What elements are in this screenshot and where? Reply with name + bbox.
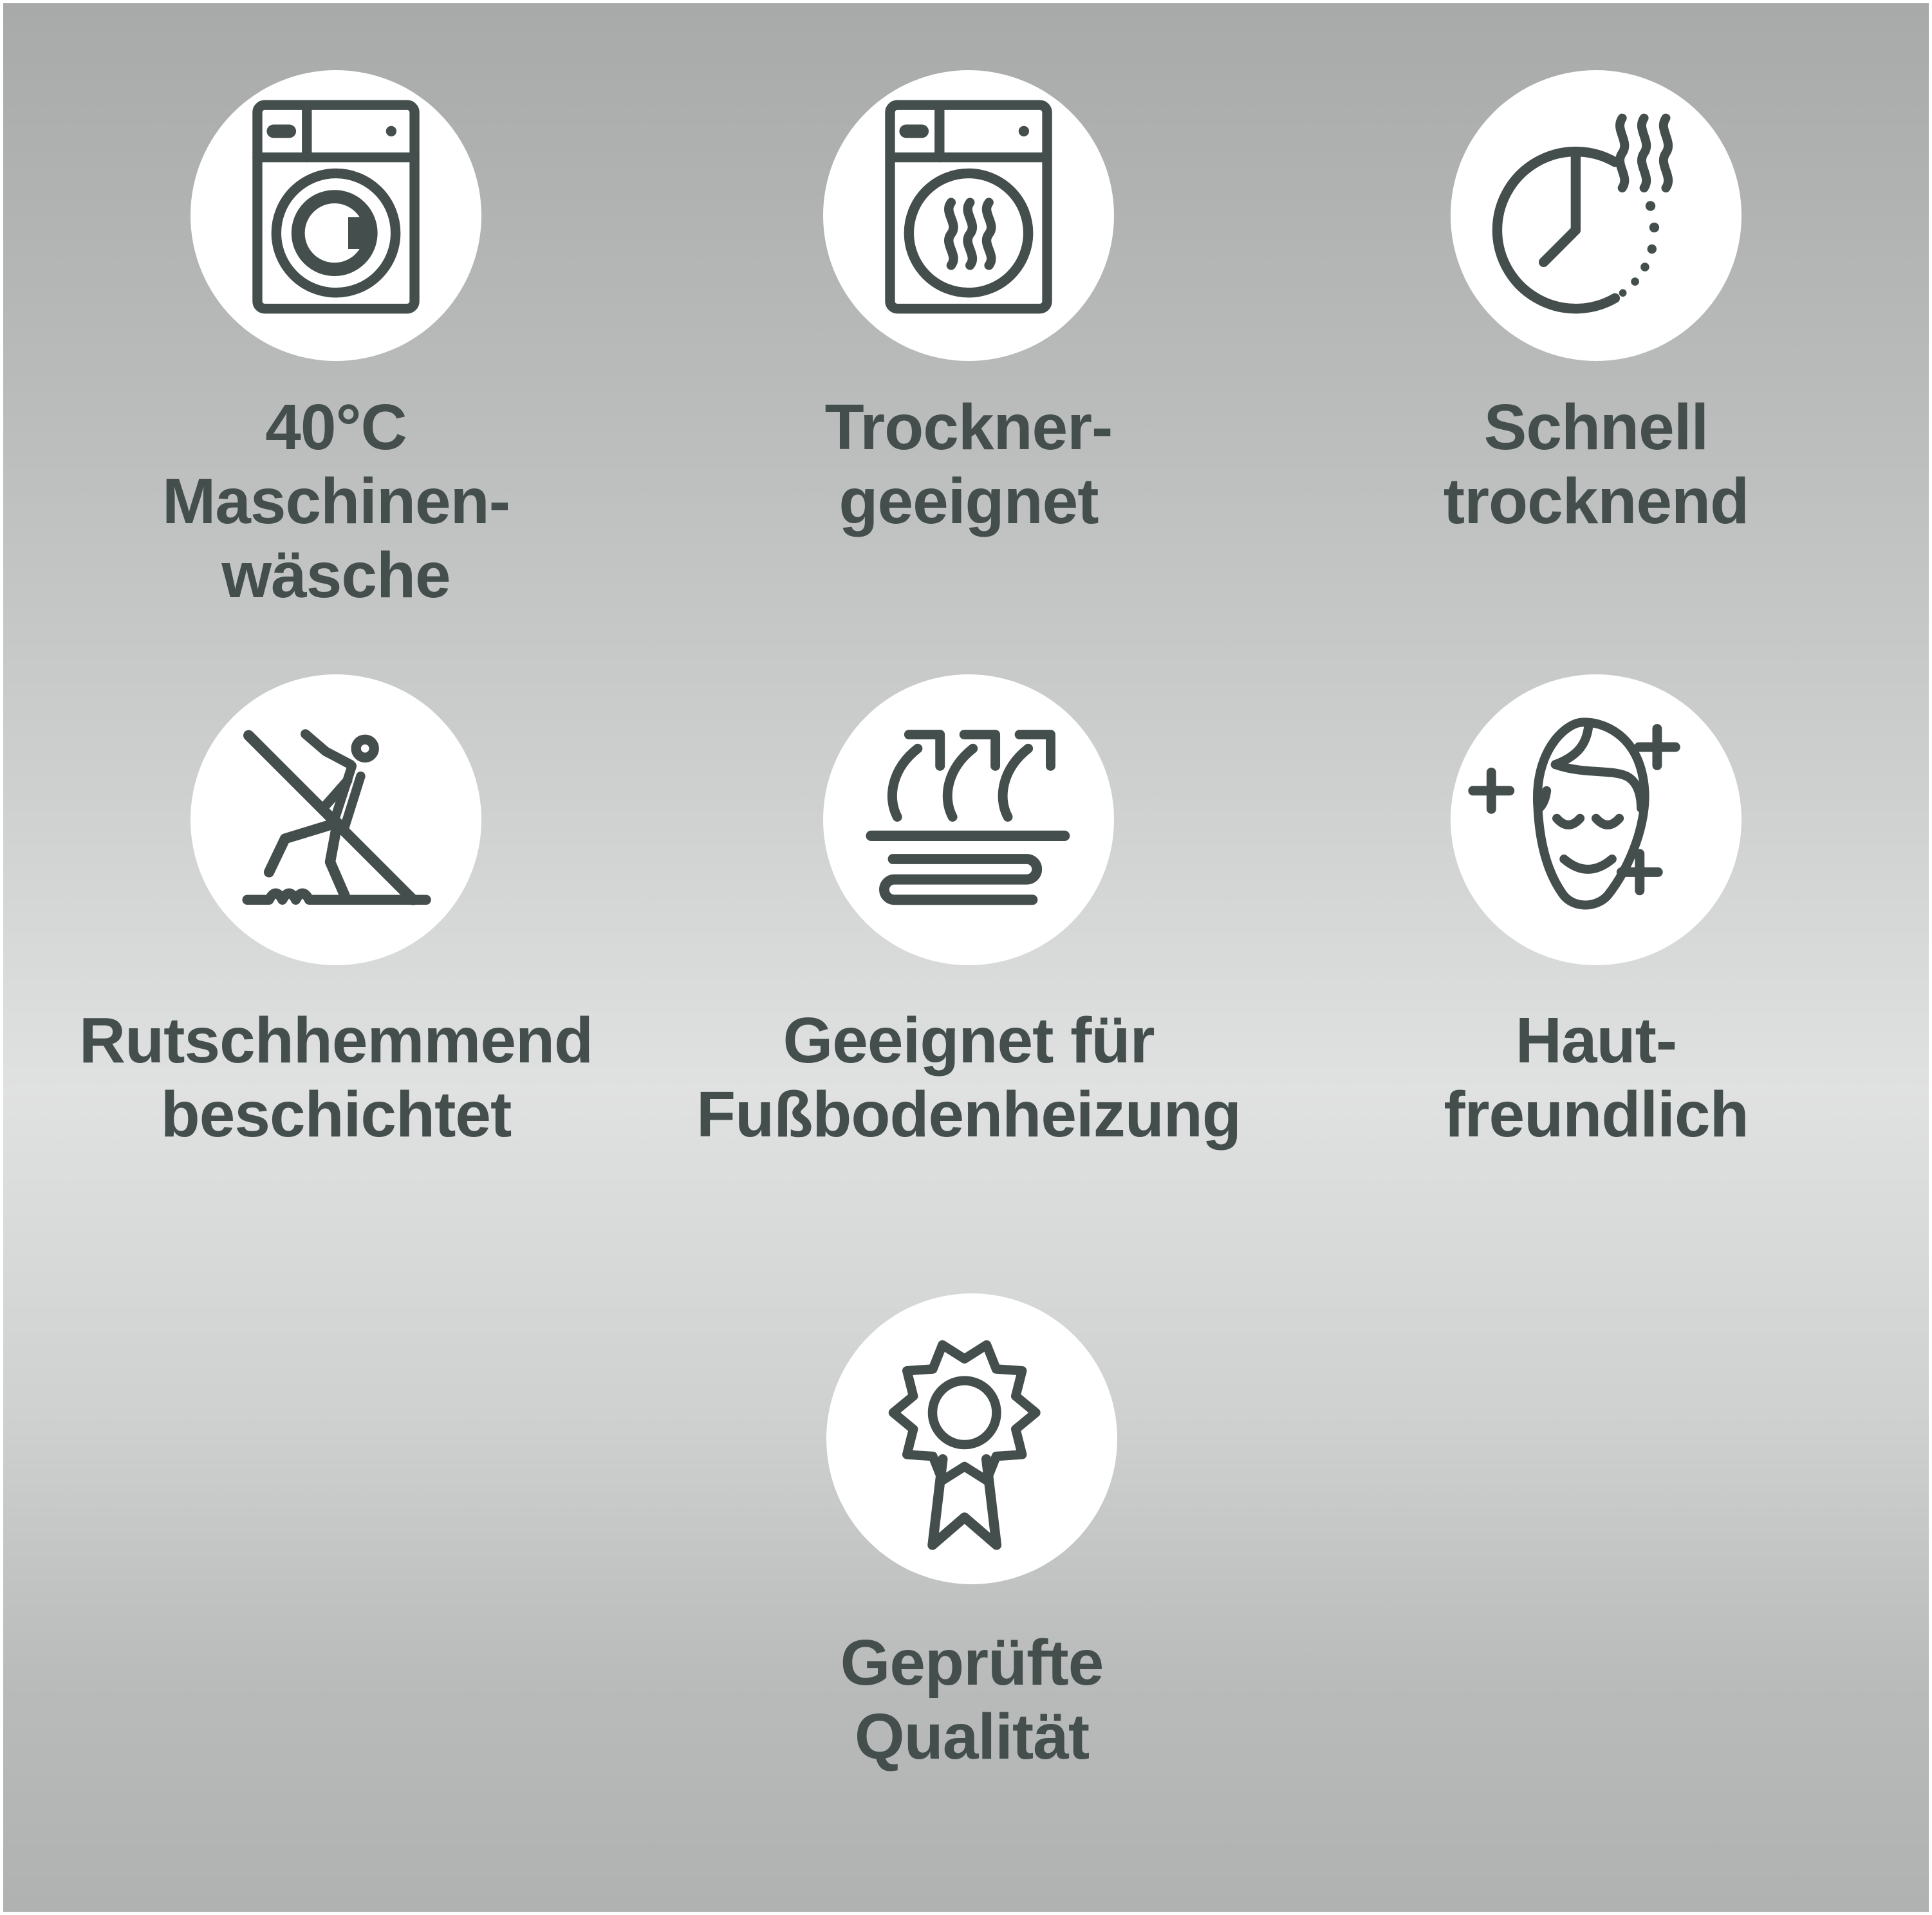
feature-line: Trockner- <box>824 391 1113 463</box>
icon-circle <box>823 674 1114 965</box>
feature-label <box>825 391 1113 539</box>
icon-circle <box>1451 70 1742 361</box>
floor-heating-icon <box>823 674 1114 965</box>
washing-machine-icon <box>190 70 481 361</box>
icon-circle <box>190 70 481 361</box>
feature-line: Qualität <box>854 1701 1090 1773</box>
feature-label <box>162 391 510 613</box>
feature-tested-quality <box>663 1293 1281 1774</box>
feature-line: Geeignet für <box>783 1004 1155 1077</box>
icon-circle <box>826 1293 1117 1584</box>
feature-floor-heating <box>660 674 1277 1152</box>
feature-line: wäsche <box>221 539 450 611</box>
icon-circle <box>823 70 1114 361</box>
feature-line: beschichtet <box>160 1078 512 1151</box>
feature-line: Geprüfte <box>840 1627 1104 1699</box>
feature-label <box>1444 1004 1748 1152</box>
tumble-dryer-icon <box>823 70 1114 361</box>
feature-line: Rutschhemmend <box>79 1004 593 1077</box>
feature-line: Haut- <box>1515 1004 1677 1077</box>
feature-line: 40°C <box>265 391 407 463</box>
feature-machine-wash <box>27 70 645 613</box>
feature-skin-friendly <box>1287 674 1905 1152</box>
feature-line: trocknend <box>1443 465 1749 537</box>
feature-label <box>1444 391 1749 539</box>
icon-circle <box>190 674 481 965</box>
feature-label <box>841 1626 1104 1774</box>
feature-line: freundlich <box>1444 1078 1749 1151</box>
feature-dryer-safe <box>660 70 1277 539</box>
skin-friendly-icon <box>1451 674 1742 965</box>
feature-line: Maschinen- <box>162 465 510 537</box>
quality-seal-icon <box>826 1293 1117 1584</box>
feature-line: Schnell <box>1483 391 1709 463</box>
feature-label <box>696 1004 1241 1152</box>
anti-slip-icon <box>190 674 481 965</box>
feature-quick-drying <box>1287 70 1905 539</box>
quick-dry-clock-icon <box>1451 70 1742 361</box>
feature-anti-slip <box>27 674 645 1152</box>
feature-line: Fußbodenheizung <box>696 1078 1241 1151</box>
feature-line: geeignet <box>839 465 1099 537</box>
feature-label <box>79 1004 593 1152</box>
icon-circle <box>1451 674 1742 965</box>
